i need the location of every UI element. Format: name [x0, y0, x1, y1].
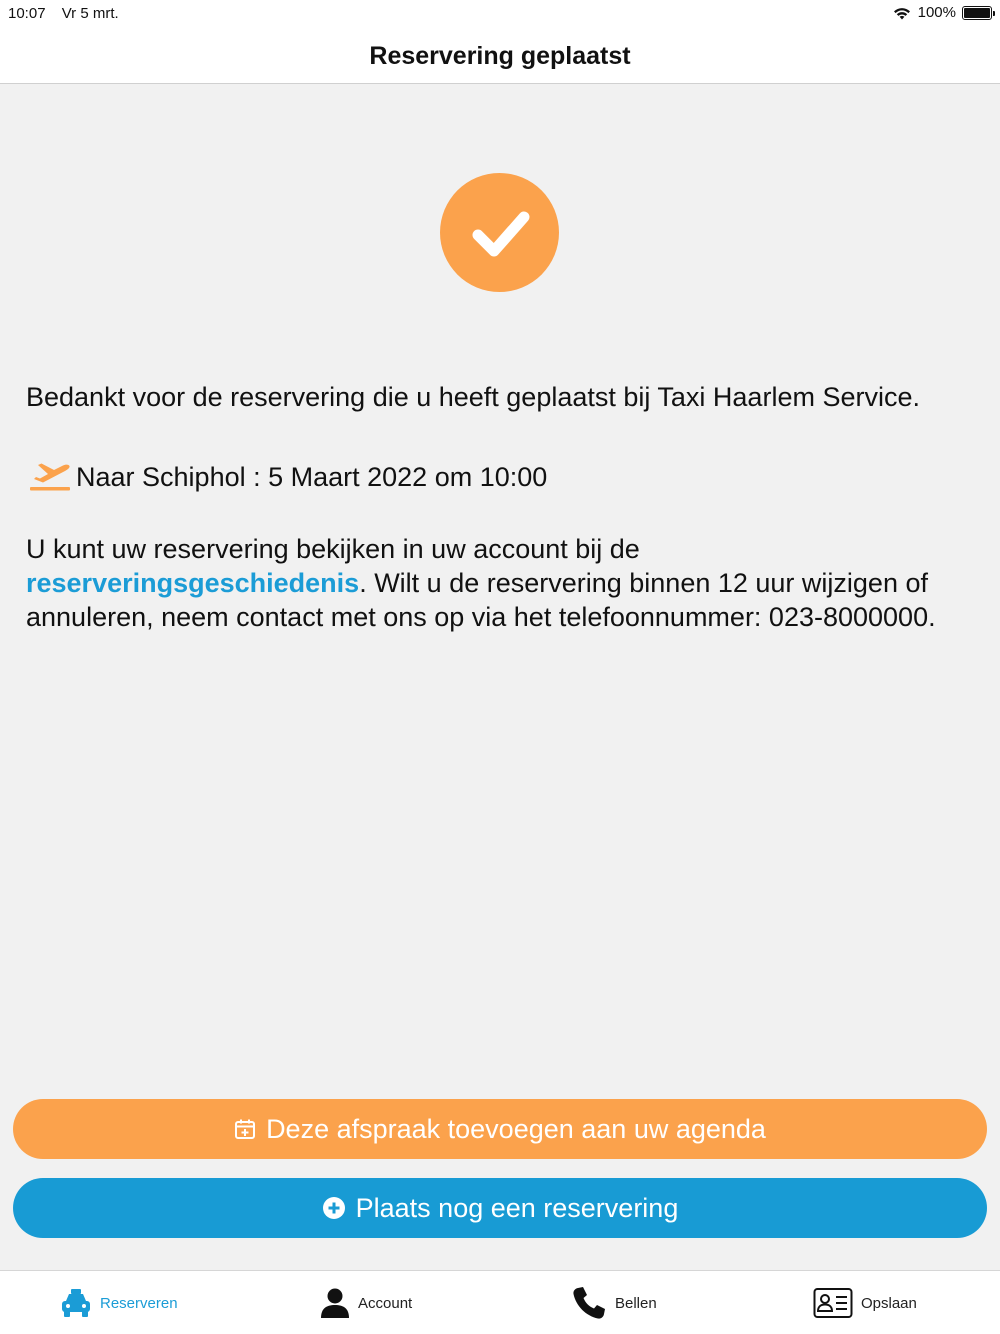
- person-icon: [320, 1287, 350, 1319]
- plus-circle-icon: [322, 1196, 346, 1220]
- tab-bellen[interactable]: [571, 1283, 657, 1323]
- reservation-info: [26, 532, 981, 634]
- trip-summary: [26, 455, 986, 499]
- battery-percentage: 100%: [917, 4, 956, 21]
- tab-reserveren[interactable]: [60, 1283, 178, 1323]
- new-reservation-label: Plaats nog een reservering: [355, 1192, 679, 1223]
- info-text-end: . Wilt u de reservering binnen 12 uur wijzigen of annuleren, neem contact met ons op via het telefoonnummer: 023-8000000.: [26, 568, 936, 632]
- contact-card-icon: [813, 1287, 853, 1319]
- calendar-plus-icon: [234, 1118, 256, 1140]
- status-date: Vr 5 mrt.: [61, 5, 119, 22]
- tab-label: Bellen: [615, 1294, 657, 1312]
- new-reservation-button[interactable]: [13, 1178, 987, 1238]
- taxi-icon: [60, 1287, 92, 1319]
- status-bar: [0, 0, 1000, 30]
- page-title: Reservering geplaatst: [369, 42, 631, 70]
- success-check-badge: [440, 173, 559, 292]
- phone-icon: [571, 1285, 607, 1321]
- tab-account[interactable]: [320, 1283, 412, 1323]
- add-to-calendar-button[interactable]: [13, 1099, 987, 1159]
- add-to-calendar-label: Deze afspraak toevoegen aan uw agenda: [266, 1113, 766, 1144]
- thanks-message: Bedankt voor de reservering die u heeft geplaatst bij Taxi Haarlem Service.: [26, 382, 920, 412]
- battery-icon: [962, 6, 992, 20]
- battery-level: [964, 8, 990, 18]
- tab-label: Opslaan: [861, 1294, 917, 1312]
- airplane-departure-icon: [26, 457, 74, 497]
- status-left: [8, 5, 131, 22]
- tab-bar: [0, 1270, 1000, 1334]
- navigation-bar: [0, 30, 1000, 84]
- status-time: 10:07: [8, 5, 46, 22]
- reservation-history-link[interactable]: reserveringsgeschiedenis: [26, 568, 360, 598]
- tab-label: Account: [358, 1294, 413, 1312]
- tab-label: Reserveren: [100, 1294, 178, 1312]
- tab-opslaan[interactable]: [813, 1283, 917, 1323]
- checkmark-icon: [460, 193, 540, 273]
- status-right: [892, 4, 992, 21]
- trip-text: Naar Schiphol : 5 Maart 2022 om 10:00: [76, 461, 548, 492]
- info-text-start: U kunt uw reservering bekijken in uw account bij de: [26, 534, 640, 564]
- wifi-icon: [892, 5, 912, 21]
